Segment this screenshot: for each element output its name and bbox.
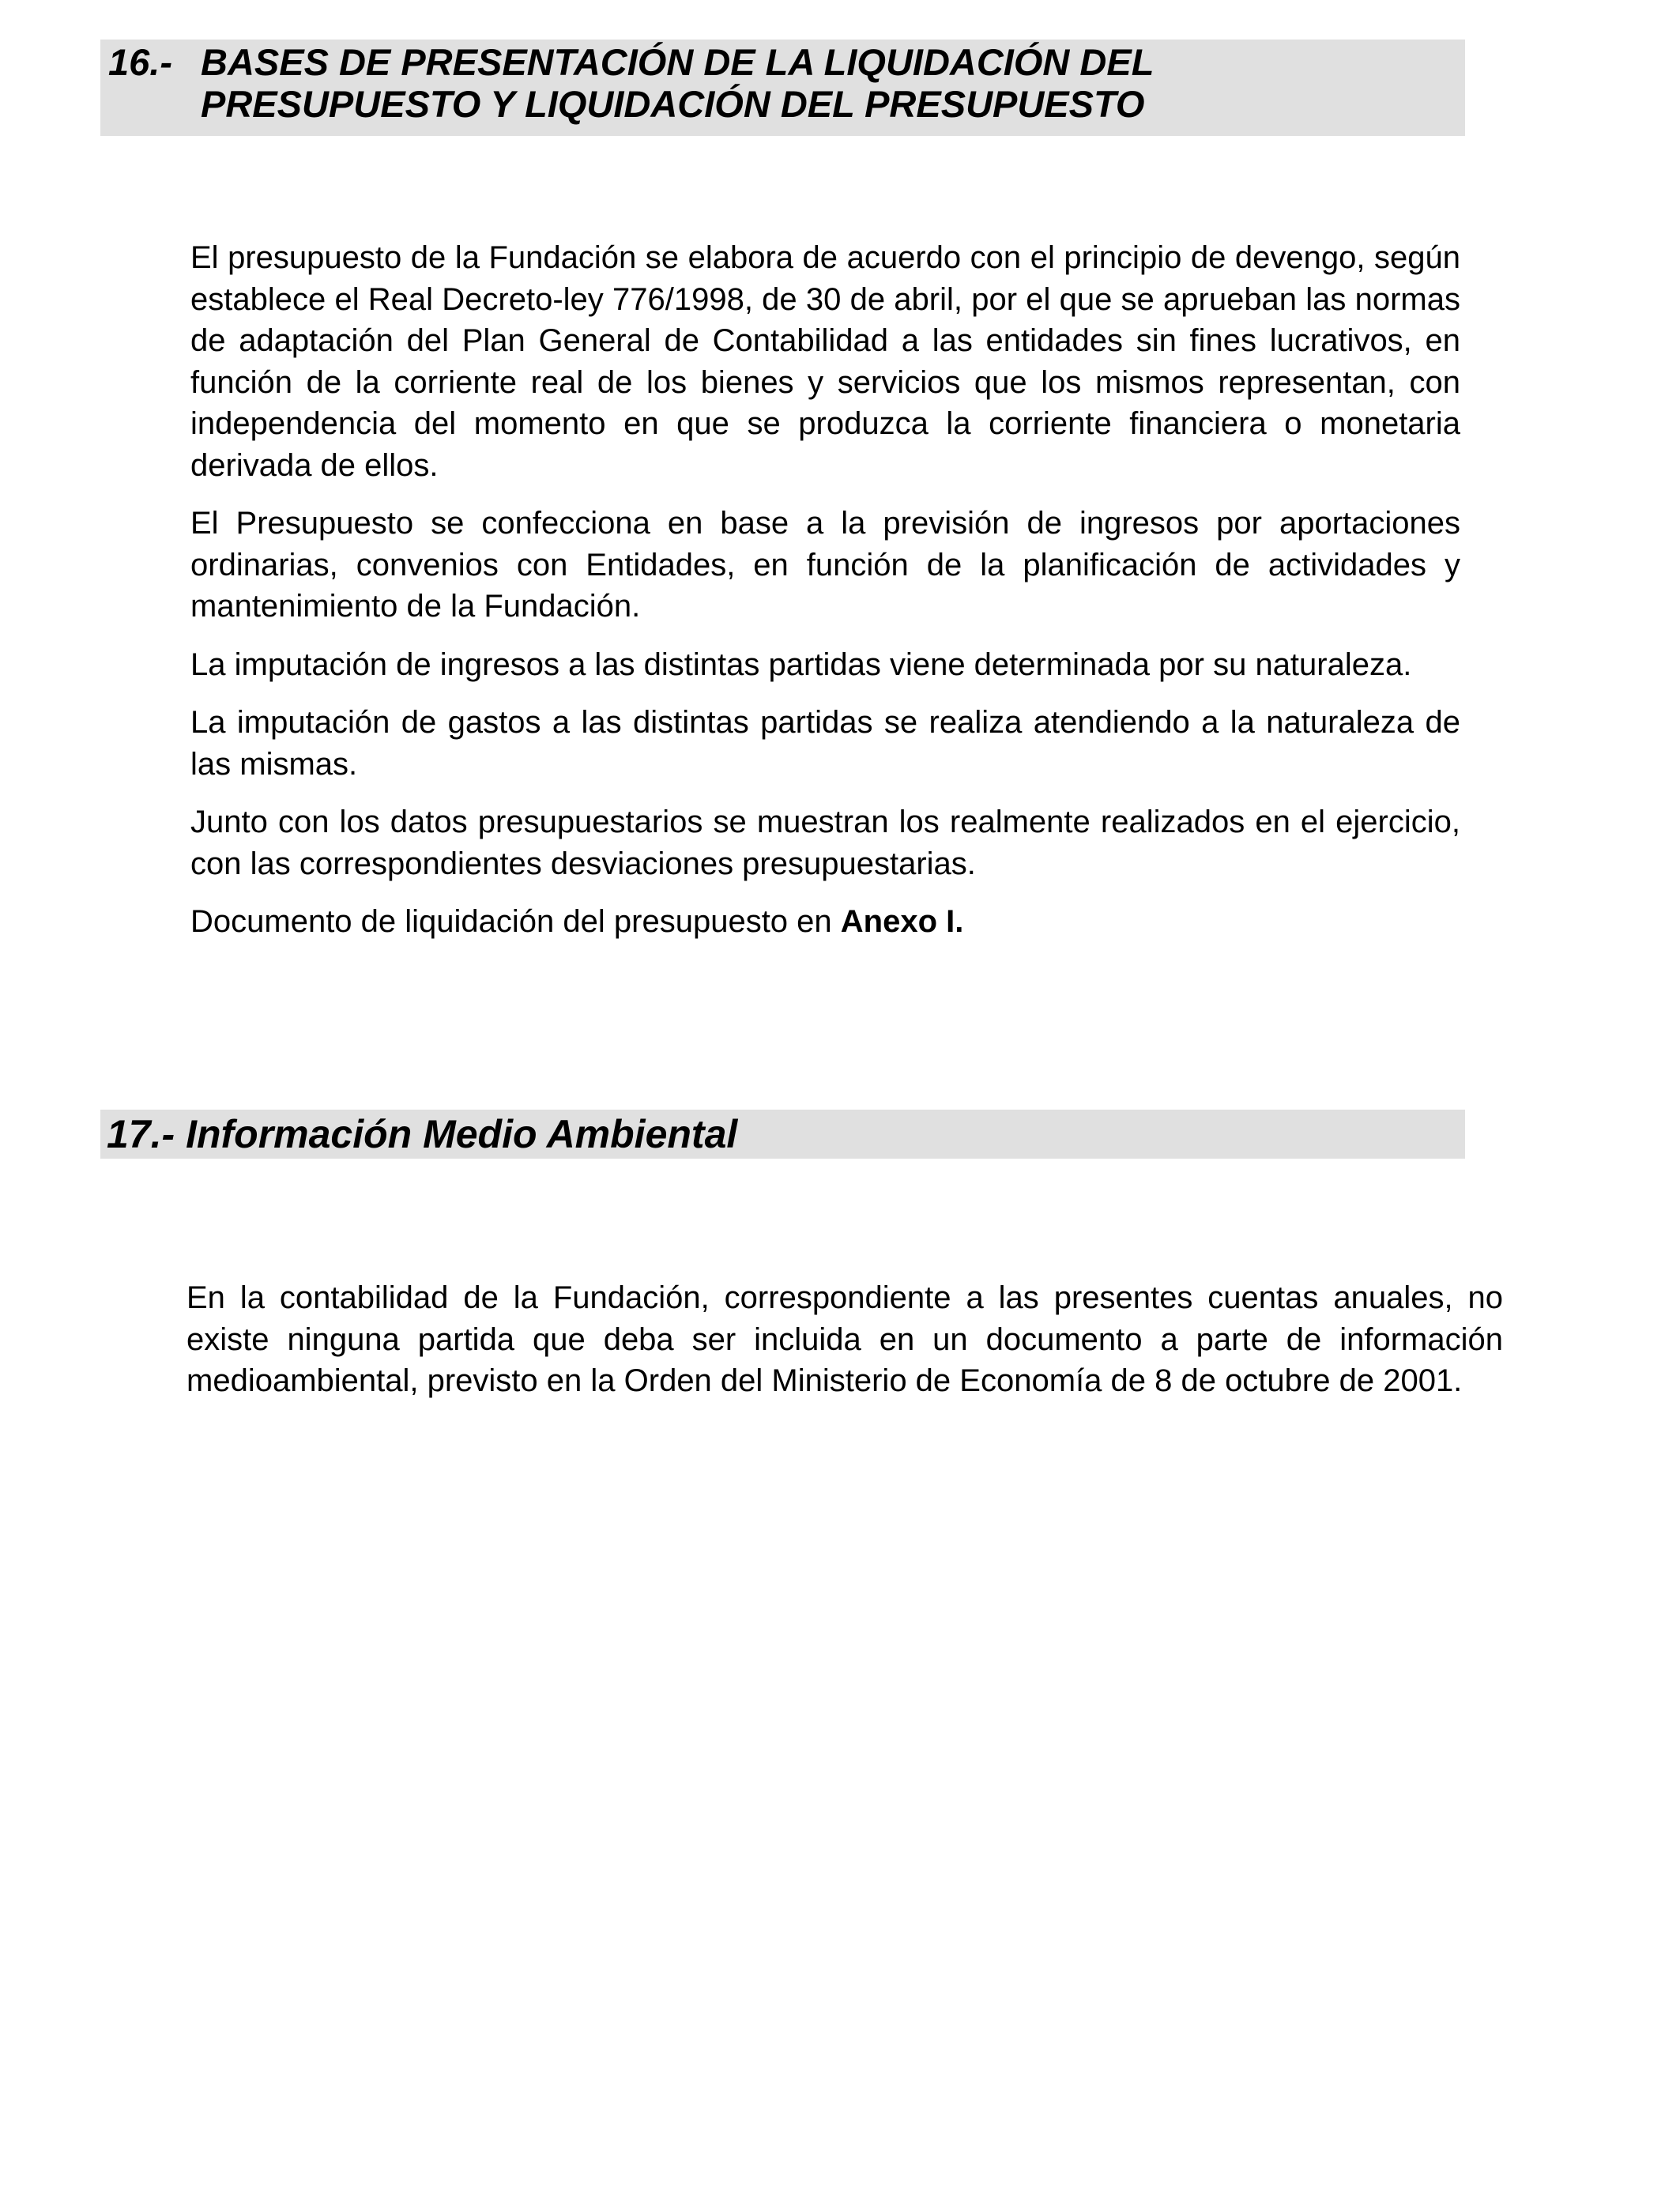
section-17-title: Información Medio Ambiental [186, 1112, 738, 1156]
section-17-paragraph: En la contabilidad de la Fundación, correspondiente a las presentes cuentas anuales, no existe ninguna partida que deba ser incluida en un documento a parte de información medioambiental, previsto en la Orden del Ministerio de Economía de 8 de octubre de 2001. [186, 1280, 1503, 1398]
section-16-paragraph-1: El presupuesto de la Fundación se elabora de acuerdo con el principio de devengo, según establece el Real Decreto-ley 776/1998, de 30 de abril, por el que se aprueban las normas de adaptación del Plan General de Contabilidad a las entidades sin fines lucrativos, en función de la corriente real de los bienes y servicios que los mismos representan, con independencia del momento en que se produzca la corriente financiera o monetaria derivada de ellos. [190, 240, 1460, 483]
annex-text: Documento de liquidación del presupuesto en [190, 904, 832, 939]
section-16-paragraph-4: La imputación de gastos a las distintas partidas se realiza atendiendo a la naturaleza de las mismas. [190, 705, 1460, 782]
section-16-body [190, 237, 1460, 959]
section-16-annex-line [190, 901, 1460, 943]
section-16-heading [100, 40, 1465, 136]
section-16-title-line1: BASES DE PRESENTACIÓN DE LA LIQUIDACIÓN DEL [201, 41, 1155, 83]
section-16-title-line2: PRESUPUESTO Y LIQUIDACIÓN DEL PRESUPUESTO [201, 83, 1145, 125]
section-16-paragraph-2: El Presupuesto se confecciona en base a la previsión de ingresos por aportaciones ordinarias, convenios con Entidades, en función de la planificación de actividades y mantenimiento de la Fundación. [190, 506, 1460, 624]
section-16-paragraph-3: La imputación de ingresos a las distintas partidas viene determinada por su naturaleza. [190, 647, 1412, 682]
section-17-number: 17.- [107, 1112, 175, 1156]
section-16-number: 16.- [108, 41, 172, 83]
section-17-heading [100, 1110, 1465, 1159]
section-16-paragraph-5: Junto con los datos presupuestarios se muestran los realmente realizados en el ejercicio, con las correspondientes desviaciones presupuestarias. [190, 805, 1460, 881]
section-17-body [186, 1277, 1503, 1402]
annex-reference: Anexo I. [840, 904, 964, 939]
